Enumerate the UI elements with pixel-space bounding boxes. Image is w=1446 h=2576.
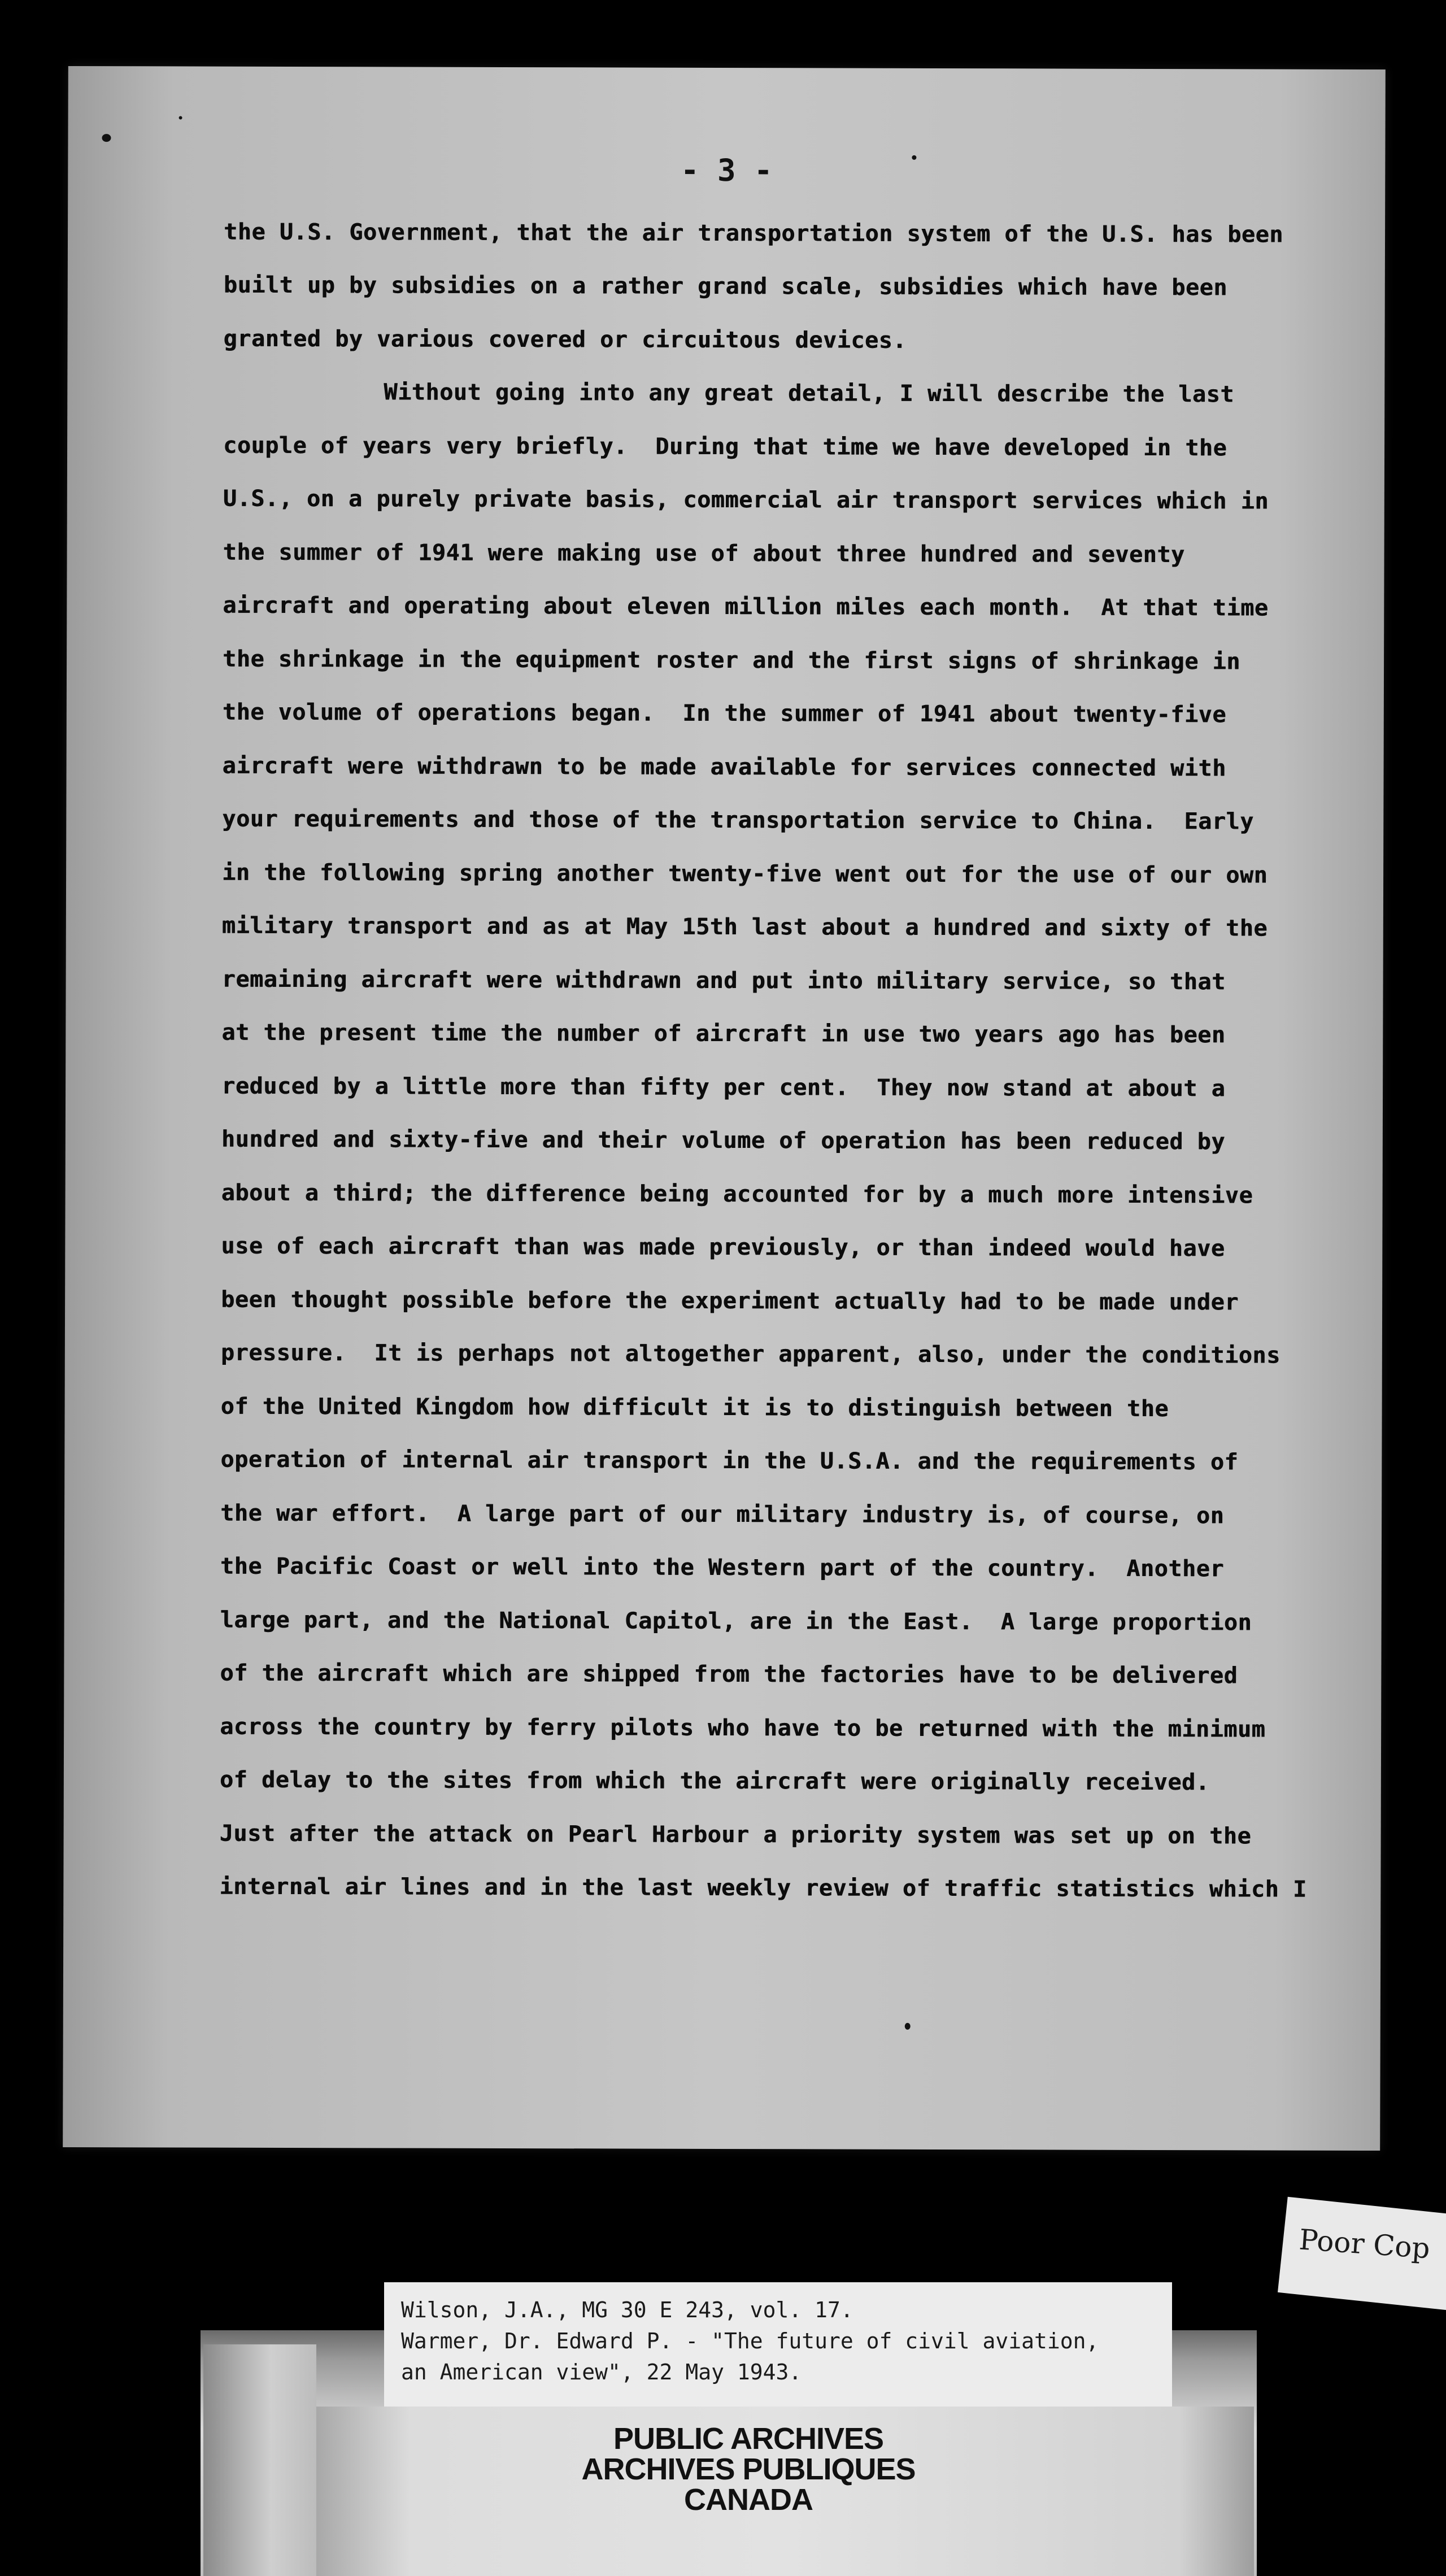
text-line: at the present time the number of aircraft in use two years ago has been — [221, 1019, 1226, 1048]
text-line: the shrinkage in the equipment roster and the first signs of shrinkage in — [223, 646, 1240, 675]
text-line: the war effort. A large part of our military industry is, of course, on — [220, 1500, 1225, 1529]
text-line: remaining aircraft were withdrawn and put into military service, so that — [221, 966, 1226, 995]
text-line: the volume of operations began. In the summer of 1941 about twenty-five — [222, 699, 1226, 728]
text-line: the U.S. Government, that the air transportation system of the U.S. has been — [223, 219, 1283, 248]
archives-stamp-line: CANADA — [684, 2483, 813, 2517]
microfilm-target-edge — [203, 2344, 316, 2576]
text-line: been thought possible before the experiment actually had to be made under — [221, 1286, 1239, 1316]
citation-line: an American view", 22 May 1943. — [401, 2360, 802, 2384]
text-line: internal air lines and in the last weekly review of traffic statistics which I — [219, 1873, 1307, 1903]
text-line: the Pacific Coast or well into the Western part of the country. Another — [220, 1553, 1225, 1582]
text-line: of the aircraft which are shipped from the factories have to be delivered — [220, 1660, 1238, 1689]
ink-speck — [102, 134, 111, 142]
text-line: Just after the attack on Pearl Harbour a priority system was set up on the — [219, 1820, 1252, 1850]
text-line: across the country by ferry pilots who have to be returned with the minimum — [220, 1713, 1266, 1743]
text-line: reduced by a little more than fifty per cent. They now stand at about a — [221, 1073, 1226, 1102]
text-line: Without going into any great detail, I will describe the last — [384, 379, 1234, 408]
handwritten-note — [1278, 2197, 1446, 2312]
citation-text — [401, 2295, 1099, 2388]
text-line: your requirements and those of the transportation service to China. Early — [222, 806, 1254, 835]
text-line: granted by various covered or circuitous devices. — [223, 325, 907, 354]
text-line: about a third; the difference being accounted for by a much more intensive — [221, 1180, 1253, 1209]
text-line: of delay to the sites from which the aircraft were originally received. — [219, 1766, 1210, 1796]
citation-label — [384, 2282, 1172, 2407]
text-line: military transport and as at May 15th last about a hundred and sixty of the — [221, 912, 1268, 942]
archives-stamp-line: ARCHIVES PUBLIQUES — [581, 2452, 916, 2486]
text-line: U.S., on a purely private basis, commercial air transport services which in — [223, 485, 1269, 515]
archives-stamp-line: PUBLIC ARCHIVES — [613, 2422, 884, 2456]
text-line: hundred and sixty-five and their volume of operation has been reduced by — [221, 1126, 1226, 1155]
archives-stamp — [542, 2423, 955, 2515]
text-line: pressure. It is perhaps not altogether apparent, also, under the conditions — [220, 1339, 1281, 1369]
text-line: built up by subsidies on a rather grand scale, subsidies which have been — [223, 272, 1227, 301]
text-line: operation of internal air transport in the U.S.A. and the requirements of — [220, 1446, 1239, 1476]
body-text — [68, 219, 1385, 1903]
text-line: large part, and the National Capitol, are in the East. A large proportion — [220, 1607, 1252, 1636]
ink-speck — [905, 2023, 911, 2030]
text-line: aircraft and operating about eleven million miles each month. At that time — [223, 592, 1269, 621]
page-number: - 3 - — [680, 152, 773, 189]
text-line: of the United Kingdom how difficult it is to distinguish between the — [220, 1393, 1169, 1422]
text-line: in the following spring another twenty-five went out for the use of our own — [222, 859, 1268, 889]
text-line: use of each aircraft than was made previously, or than indeed would have — [221, 1233, 1225, 1262]
citation-line: Warmer, Dr. Edward P. - "The future of civil aviation, — [401, 2329, 1099, 2353]
document-page — [63, 66, 1386, 2151]
text-line: aircraft were withdrawn to be made available for services connected with — [222, 752, 1226, 782]
text-line: the summer of 1941 were making use of about three hundred and seventy — [223, 539, 1185, 568]
handwritten-note-text: Poor Cop — [1298, 2223, 1431, 2265]
citation-line: Wilson, J.A., MG 30 E 243, vol. 17. — [401, 2297, 853, 2322]
text-line: couple of years very briefly. During that time we have developed in the — [223, 432, 1227, 462]
ink-speck — [179, 116, 182, 119]
